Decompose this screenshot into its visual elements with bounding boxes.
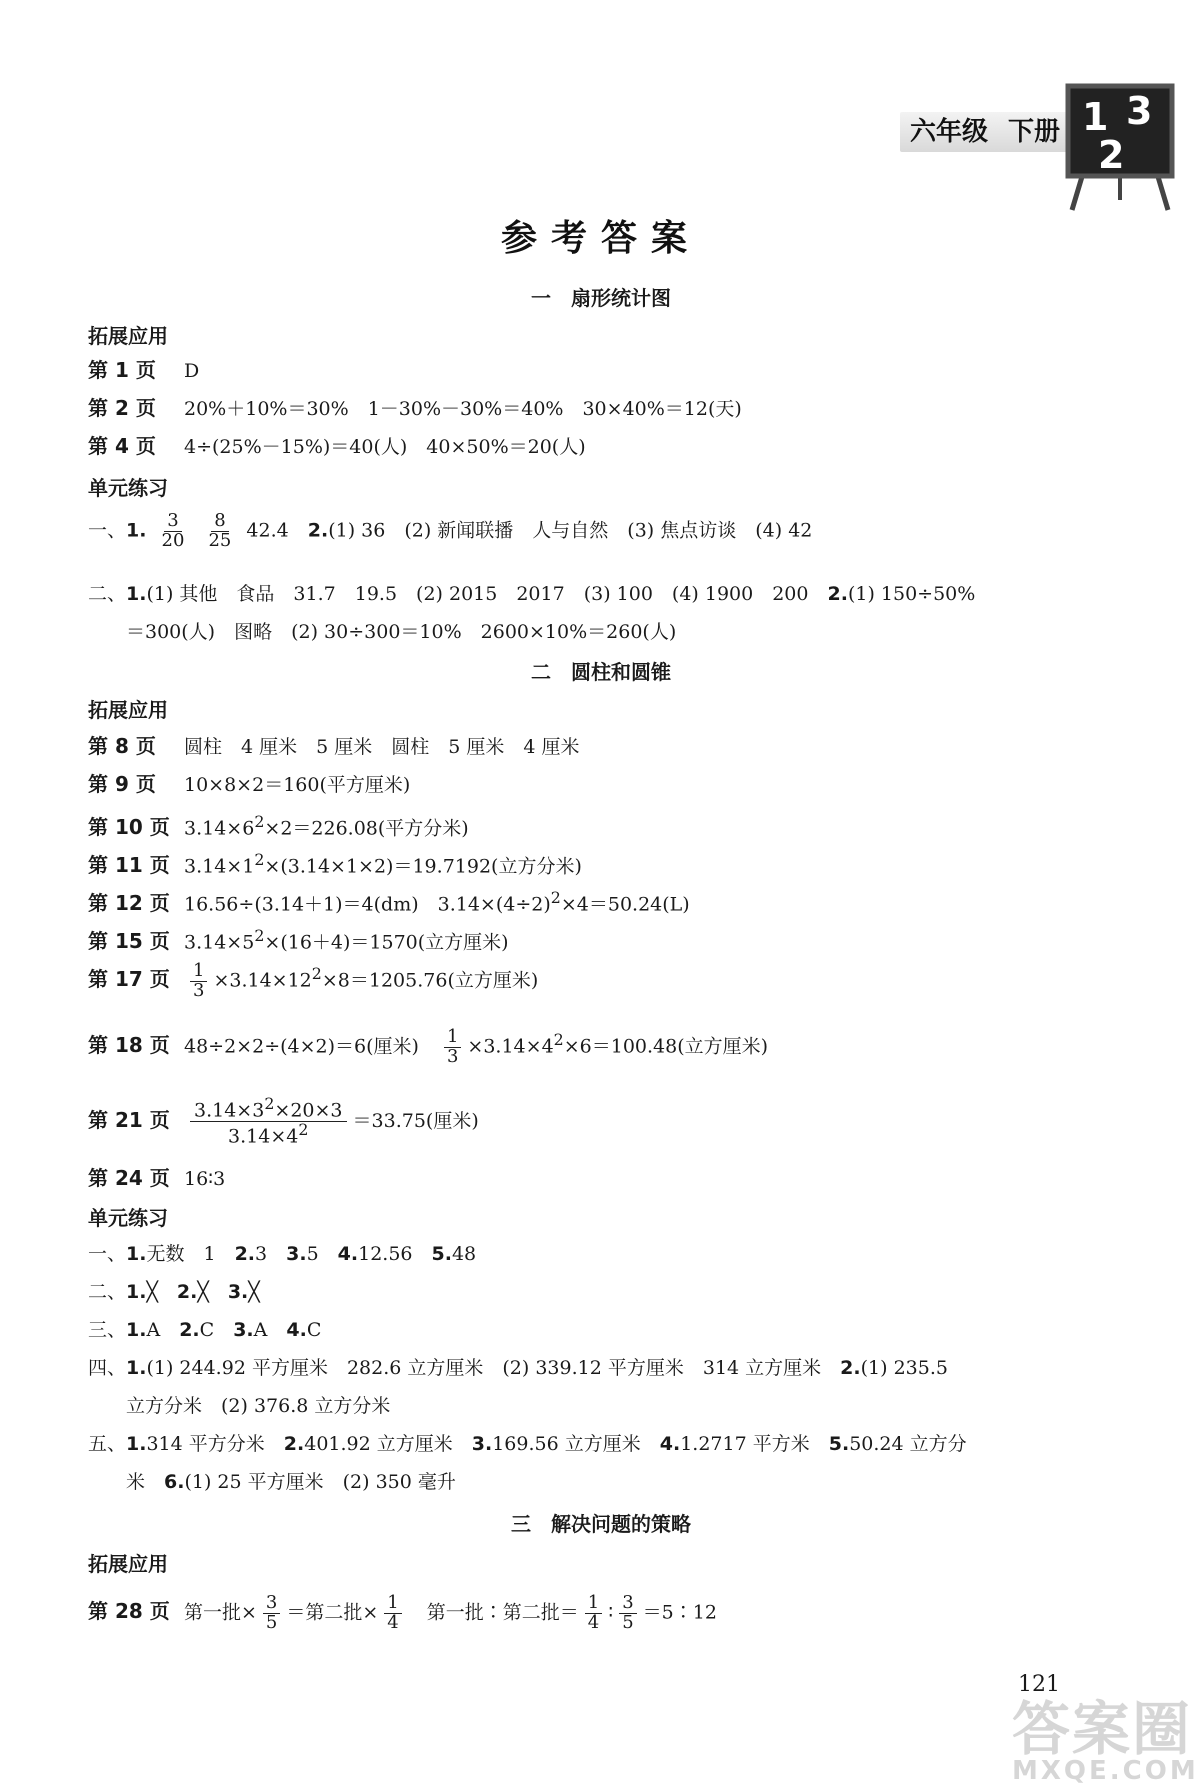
answer-text: 314 平方分米	[146, 1433, 284, 1455]
answer-text: 12.56	[358, 1243, 432, 1265]
answer-text: 16∶3	[184, 1168, 226, 1190]
board-digit-2: 2	[1098, 133, 1125, 177]
fraction-num: 3	[619, 1594, 636, 1614]
item-prefix: 一、	[88, 519, 127, 542]
answer-text: ×(16＋4)＝1570(立方厘米)	[264, 931, 509, 954]
volume-text: 下册	[1008, 117, 1061, 147]
unit-line-2b: ＝300(人) 图略 (2) 30÷300＝10% 2600×10%＝260(人)	[126, 621, 677, 643]
page-label: 第 11 页	[88, 853, 170, 878]
fraction-den: 3	[193, 979, 205, 1001]
answer-text: 第一批∶第二批＝	[426, 1601, 579, 1624]
item-number: 1.	[126, 519, 147, 542]
unit-line-s2-4b: 立方分米 (2) 376.8 立方分米	[126, 1395, 391, 1417]
answer-text: (1) 其他 食品 31.7 19.5 (2) 2015 2017 (3) 100 (4) 1900 200	[146, 583, 809, 605]
answer-text: 16.56÷(3.14＋1)＝4(dm) 3.14×(4÷2)	[184, 893, 551, 916]
fraction	[384, 1594, 401, 1633]
fraction-num: 1	[444, 1028, 461, 1048]
section-title-1: 一 扇形统计图	[531, 286, 671, 310]
superscript: 2	[254, 812, 265, 831]
answer-text: ×3.14×4	[467, 1035, 554, 1058]
fraction-num: 3	[263, 1594, 280, 1614]
answer-text: 42.4	[246, 519, 289, 542]
answer-text: 4÷(25%－15%)＝40(人) 40×50%＝20(人)	[184, 436, 586, 458]
item-prefix: 四、	[88, 1357, 127, 1379]
item-number: 1.	[126, 1357, 147, 1379]
page-label: 第 28 页	[88, 1599, 170, 1624]
num-part: 3.14×3	[194, 1099, 265, 1122]
answer-text: ＝5∶12	[642, 1601, 717, 1624]
answer-text: A	[253, 1319, 287, 1341]
item-number: 1.	[126, 1243, 147, 1265]
blackboard-icon	[1060, 80, 1180, 215]
item-number: 3.	[227, 1281, 249, 1303]
answer-line-p4	[88, 432, 586, 461]
answer-text: 圆柱 4 厘米 5 厘米 圆柱 5 厘米 4 厘米	[184, 736, 580, 758]
page-label: 第 8 页	[88, 734, 156, 758]
answer-text: A	[146, 1319, 180, 1341]
grade-label	[910, 112, 1080, 152]
answer-text: ╳	[197, 1281, 228, 1303]
item-number: 4.	[659, 1433, 681, 1455]
page-label: 第 12 页	[88, 891, 170, 916]
page-label: 第 24 页	[88, 1166, 170, 1190]
fraction	[263, 1594, 280, 1633]
answer-text: 20%＋10%＝30% 1－30%－30%＝40% 30×40%＝12(天)	[184, 398, 742, 420]
page-label: 第 10 页	[88, 815, 170, 840]
answer-text: 169.56 立方厘米	[492, 1433, 660, 1455]
item-number: 2.	[176, 1281, 198, 1303]
answer-text: ×4＝50.24(L)	[560, 893, 690, 916]
answer-line-p1	[88, 356, 199, 385]
answer-text: 48÷2×2÷(4×2)＝6(厘米)	[184, 1035, 419, 1058]
answer-text: 3.14×6	[184, 817, 255, 840]
answer-line-p10	[88, 808, 469, 842]
fraction-den: 25	[208, 529, 232, 551]
fraction-den: 4	[587, 1611, 600, 1633]
page-label: 第 15 页	[88, 929, 170, 954]
page-title: 参考答案	[500, 217, 701, 259]
answer-text: ×8＝1205.76(立方厘米)	[321, 969, 539, 992]
answer-text: (1) 36 (2) 新闻联播 人与自然 (3) 焦点访谈 (4) 42	[328, 519, 813, 542]
page-label: 第 18 页	[88, 1033, 170, 1058]
page-number: 121	[1018, 1672, 1060, 1697]
answer-text: 401.92 立方厘米	[304, 1433, 472, 1455]
subheading-expand-2: 拓展应用	[88, 698, 168, 722]
watermark-url: MXQE.COM	[1012, 1756, 1199, 1786]
item-number: 3.	[286, 1243, 307, 1265]
page-label: 第 21 页	[88, 1107, 170, 1132]
answer-text: 米	[126, 1471, 165, 1493]
superscript: 2	[254, 926, 265, 945]
fraction	[190, 1096, 347, 1148]
item-number: 1.	[126, 583, 147, 605]
answer-line-p12	[88, 884, 690, 918]
fraction-den: 5	[622, 1611, 634, 1633]
item-prefix: 二、	[88, 1281, 127, 1303]
fraction	[619, 1594, 636, 1633]
item-number: 3.	[471, 1433, 493, 1455]
answer-text: 3	[255, 1243, 287, 1265]
section-title-2: 二 圆柱和圆锥	[531, 660, 671, 684]
unit-line-s2-1	[88, 1240, 476, 1268]
answer-line-p18	[88, 1026, 768, 1067]
item-prefix: 五、	[88, 1433, 127, 1455]
answer-text: ×(3.14×1×2)＝19.7192(立方分米)	[264, 855, 582, 878]
superscript: 2	[311, 964, 322, 983]
fraction-den: 4	[387, 1611, 399, 1633]
answer-text: 50.24 立方分	[849, 1433, 967, 1455]
section-title-3: 三 解决问题的策略	[511, 1512, 691, 1536]
item-number: 1.	[126, 1433, 147, 1455]
page-label: 第 9 页	[88, 772, 156, 796]
answer-text: (1) 244.92 平方厘米 282.6 立方厘米 (2) 339.12 平方厘米 314 立方厘米	[146, 1357, 841, 1379]
answer-text: ╳	[146, 1281, 177, 1303]
fraction-num: 3	[164, 512, 181, 532]
item-number: 2.	[307, 519, 329, 542]
board-digit-3: 3	[1126, 89, 1153, 133]
subheading-unit-1: 单元练习	[88, 476, 168, 500]
fraction	[444, 1025, 461, 1067]
watermark-text: 答案圈	[1012, 1695, 1193, 1763]
item-number: 2.	[179, 1319, 200, 1341]
answer-line-p9	[88, 770, 410, 799]
item-number: 1.	[126, 1319, 147, 1341]
fraction-den: 3	[446, 1045, 459, 1067]
page-label: 第 2 页	[88, 396, 156, 420]
answer-text: 10×8×2＝160(平方厘米)	[184, 774, 411, 796]
fraction-den: 20	[161, 529, 185, 551]
item-prefix: 二、	[88, 583, 127, 605]
answer-line-p24	[88, 1164, 225, 1193]
item-prefix: 三、	[88, 1319, 127, 1341]
page-label: 第 17 页	[88, 967, 170, 992]
answer-text: 1.2717 平方米	[680, 1433, 829, 1455]
answer-text: 3.14×1	[184, 855, 255, 878]
fraction-num: 8	[211, 512, 228, 532]
superscript: 2	[254, 850, 265, 869]
unit-line-s2-2	[88, 1278, 260, 1306]
unit-line-s2-5b	[126, 1468, 456, 1496]
unit-line-s2-5a	[88, 1430, 967, 1458]
subheading-unit-2: 单元练习	[88, 1206, 168, 1230]
answer-text: (1) 150÷50%	[847, 583, 976, 605]
item-number: 4.	[286, 1319, 307, 1341]
answer-text: (1) 25 平方厘米 (2) 350 毫升	[184, 1471, 456, 1493]
unit-line-s2-4a	[88, 1354, 948, 1382]
answer-text: ＝第二批×	[286, 1601, 379, 1624]
fraction	[159, 512, 188, 551]
answer-text: ×2＝226.08(平方分米)	[264, 817, 469, 840]
answer-line-p15	[88, 922, 509, 956]
answer-text: 48	[451, 1243, 477, 1265]
fraction-num: 1	[384, 1594, 401, 1614]
answer-text: 第一批×	[184, 1601, 257, 1624]
fraction-num: 1	[585, 1594, 602, 1614]
answer-text: C	[306, 1319, 322, 1341]
answer-text: 5	[306, 1243, 338, 1265]
subheading-expand-3: 拓展应用	[88, 1552, 168, 1576]
item-number: 2.	[827, 583, 848, 605]
item-number: 3.	[233, 1319, 254, 1341]
answer-text: ×3.14×12	[213, 969, 312, 992]
answer-line-p8	[88, 732, 580, 761]
answer-text: ＝33.75(厘米)	[352, 1109, 479, 1132]
answer-text: 3.14×5	[184, 931, 255, 954]
answer-text: ∶	[608, 1601, 614, 1624]
item-number: 6.	[164, 1471, 185, 1493]
item-number: 2.	[283, 1433, 305, 1455]
item-number: 2.	[234, 1243, 256, 1265]
fraction-den: 5	[265, 1611, 278, 1633]
answer-line-p21	[88, 1096, 479, 1148]
unit-line-2a	[88, 580, 975, 608]
answer-line-p28	[88, 1594, 717, 1633]
item-number: 2.	[840, 1357, 861, 1379]
fraction	[205, 512, 234, 551]
num-part: ×20×3	[274, 1099, 343, 1122]
board-digit-1: 1	[1082, 95, 1109, 139]
page-label: 第 1 页	[88, 358, 156, 382]
item-number: 5.	[828, 1433, 850, 1455]
fraction	[585, 1594, 602, 1633]
den-part: 3.14×4	[228, 1125, 299, 1148]
watermark-logo	[1012, 1695, 1199, 1786]
item-prefix: 一、	[88, 1243, 127, 1265]
superscript: 2	[264, 1094, 275, 1113]
answer-text: ×6＝100.48(立方厘米)	[563, 1035, 769, 1058]
item-number: 1.	[126, 1281, 147, 1303]
answer-line-p11	[88, 846, 582, 880]
fraction-den	[225, 1122, 311, 1147]
item-number: 4.	[337, 1243, 359, 1265]
answer-text: 无数 1	[146, 1243, 235, 1265]
fraction	[190, 959, 207, 1001]
superscript: 2	[550, 888, 561, 907]
unit-line-1	[88, 512, 812, 551]
answer-line-p2	[88, 394, 742, 423]
answer-text: C	[199, 1319, 234, 1341]
answer-text: D	[184, 360, 200, 382]
subheading-expand-1: 拓展应用	[88, 324, 168, 348]
superscript: 2	[553, 1030, 564, 1049]
grade-text: 六年级	[910, 117, 989, 147]
answer-line-p17	[88, 960, 538, 1001]
answer-text: ╳	[248, 1281, 260, 1303]
answer-text: (1) 235.5	[860, 1357, 948, 1379]
unit-line-s2-3	[88, 1316, 321, 1344]
fraction-num	[190, 1096, 347, 1122]
page-label: 第 4 页	[88, 434, 156, 458]
item-number: 5.	[431, 1243, 452, 1265]
superscript: 2	[298, 1120, 309, 1140]
fraction-num: 1	[190, 962, 207, 982]
